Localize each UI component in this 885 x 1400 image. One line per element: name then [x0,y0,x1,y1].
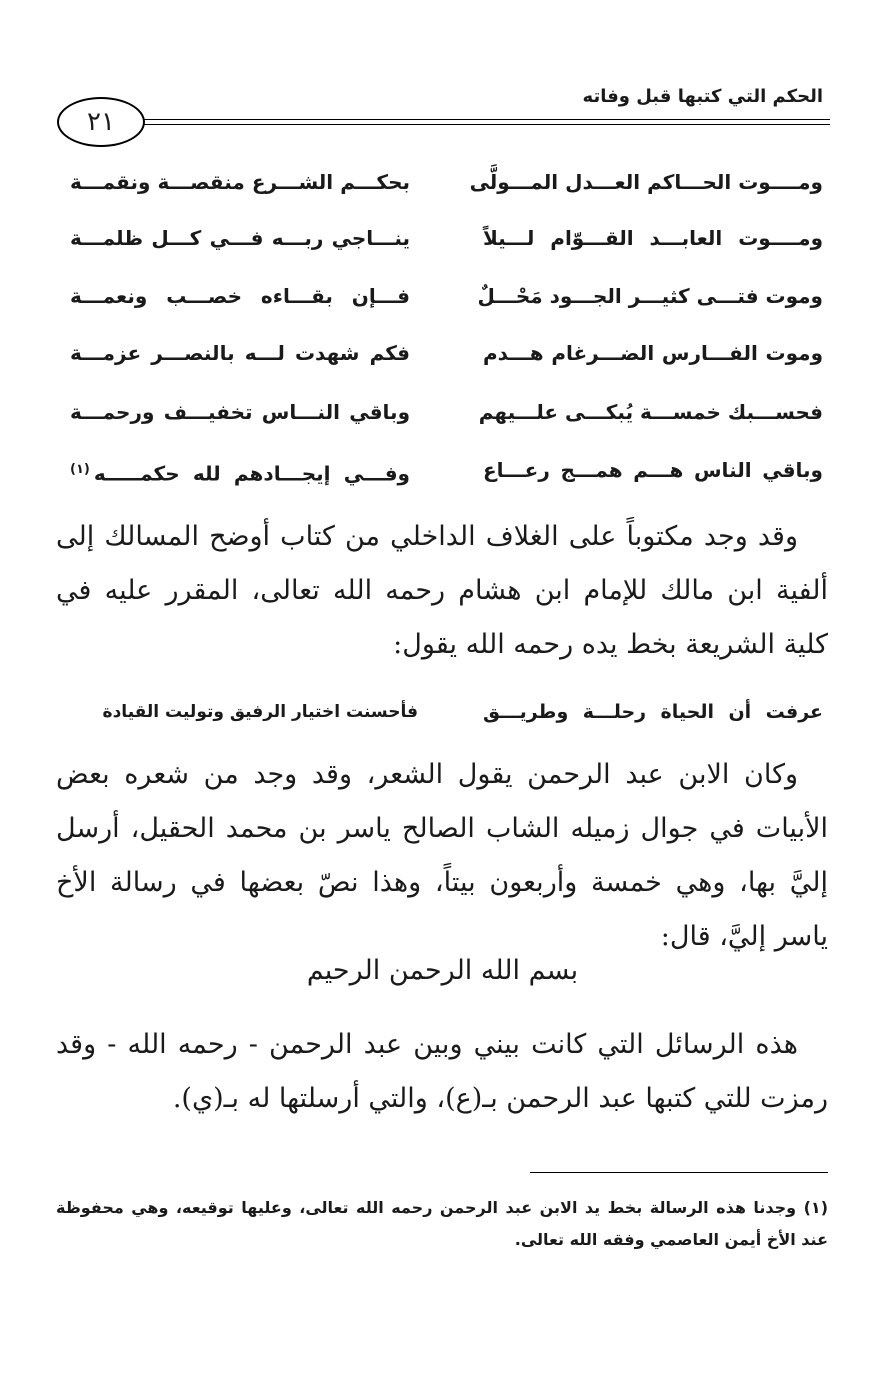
verse-second-hemistich [70,450,410,494]
page-number-oval [57,97,145,147]
basmala: بسم الله الرحمن الرحيم [306,955,579,986]
verse-first-hemistich: وموت فتـــى كثيـــر الجـــود مَحْـــلٌ [477,284,823,308]
verse-second-hemistich: فكم شهدت لـــه بالنصـــر عزمـــة [70,341,410,365]
page-number: ٢١ [87,107,115,137]
verse-first-hemistich: ومــــوت العابـــد القـــوّام لـــيلاً [483,226,823,250]
footnote-reference[interactable]: (١) [70,462,90,477]
footnote: (١) وجدنا هذه الرسالة بخط يد الابن عبد الرحمن رحمه الله تعالى، وعليها توقيعه، وهي محفوظة عند الأخ أيمن العاصمي وفقه الله تعالى. [56,1198,828,1249]
single-verse [0,692,885,732]
paragraph-inscription: وقد وجد مكتوباً على الغلاف الداخلي من كتاب أوضح المسالك إلى ألفية ابن مالك للإمام ابن هشام رحمه الله تعالى، المقرر عليه في كلية الشريعة بخط يده رحمه الله يقول: [56,521,828,660]
verse-first-hemistich: وموت الفـــارس الضـــرغام هـــدم [483,341,823,365]
poem-verse [0,218,885,258]
poem-verse [0,392,885,432]
verse-first-hemistich: ومــــوت الحـــاكم العـــدل المـــولَّى [469,170,823,194]
verse-second-hemistich: فأحسنت اختيار الرفيق وتوليت القيادة [102,702,418,722]
verse-second-hemistich: بحكـــم الشـــرع منقصـــة ونقمـــة [70,170,410,194]
footnote-separator [530,1172,828,1173]
poem-verse [0,450,885,490]
verse-second-hemistich: ينـــاجي ربـــه فـــي كـــل ظلمـــة [70,226,410,250]
poem-verse [0,333,885,373]
verse-first-hemistich: وباقي الناس هـــم همـــج رعـــاع [483,458,823,482]
verse-first-hemistich: فحســـبك خمســـة يُبكـــى علـــيهم [478,400,823,424]
verse-first-hemistich: عرفت أن الحياة رحلـــة وطريـــق [483,701,823,723]
paragraph-letters-intro: هذه الرسائل التي كانت بيني وبين عبد الرحمن - رحمه الله - وقد رمزت للتي كتبها عبد الرحمن بـ(ع)، والتي أرسلتها له بـ(ي). [56,1029,828,1114]
hemistich-text: وفـــي إيجـــادهم لله حكمـــــه [93,461,410,486]
verse-second-hemistich: فـــإن بقـــاءه خصـــب ونعمـــة [70,284,410,308]
paragraph-poetry-intro: وكان الابن عبد الرحمن يقول الشعر، وقد وجد من شعره بعض الأبيات في جوال زميله الشاب الصالح ياسر بن محمد الحقيل، أرسل إليَّ بها، وهي خمسة وأربعون بيتاً، وهذا نصّ بعضها في رسالة الأخ ياسر إليَّ، قال: [56,759,828,952]
running-header-title: الحكم التي كتبها قبل وفاته [582,86,823,107]
header-rule [140,119,830,125]
poem-verse [0,276,885,316]
verse-second-hemistich: وباقي النـــاس تخفيـــف ورحمـــة [70,400,410,424]
poem-verse [0,162,885,202]
